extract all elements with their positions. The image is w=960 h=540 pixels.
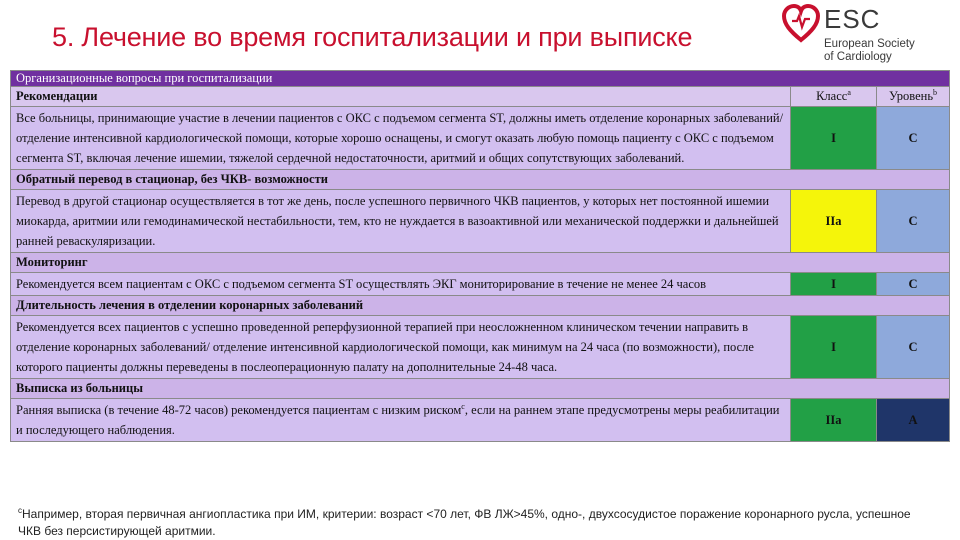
recommendation-text: Перевод в другой стационар осуществляется в тот же день, после успешного первичного ЧКВ пациентов, у которых нет постоянной ишемии миокарда, аритмии или гемодинамической нестабильности, тем, кто не нуждается в вазоактивной или механической поддержки и дальнейшей ранней реваскуляризации. (11, 190, 791, 253)
section-row (11, 379, 950, 399)
heart-logo-icon (782, 4, 820, 44)
col-class-sup: a (847, 87, 851, 97)
col-class-label: Класс (816, 89, 848, 103)
esc-logo (782, 4, 958, 68)
logo-subtitle (824, 38, 915, 64)
section-title: Мониторинг (11, 253, 950, 273)
logo-line1: European Society (824, 38, 915, 50)
table-header-row (11, 71, 950, 87)
class-cell: I (791, 316, 877, 379)
col-level (877, 87, 950, 107)
section-title: Обратный перевод в стационар, без ЧКВ- возможности (11, 170, 950, 190)
table-row (11, 190, 950, 253)
col-class (791, 87, 877, 107)
table-row (11, 107, 950, 170)
footnote (18, 506, 918, 540)
col-level-label: Уровень (889, 89, 934, 103)
slide-title: 5. Лечение во время госпитализации и при выписке (52, 22, 693, 52)
table-row (11, 399, 950, 442)
level-cell: C (877, 107, 950, 170)
class-cell: IIa (791, 190, 877, 253)
table-header: Организационные вопросы при госпитализации (11, 71, 950, 87)
table-row (11, 316, 950, 379)
section-row (11, 296, 950, 316)
col-recommendations: Рекомендации (11, 87, 791, 107)
recommendation-text (11, 399, 791, 442)
recommendations-table (10, 70, 950, 442)
column-header-row (11, 87, 950, 107)
level-cell: C (877, 273, 950, 296)
class-cell: I (791, 107, 877, 170)
section-row (11, 170, 950, 190)
logo-name: ESC (824, 4, 881, 34)
col-level-sup: b (933, 87, 938, 97)
table-row (11, 273, 950, 296)
section-row (11, 253, 950, 273)
recommendation-text-end: , если на раннем этапе предусмотрены меры реабилитации и последующего наблюдения. (16, 403, 780, 437)
recommendation-text: Все больницы, принимающие участие в лечении пациентов с ОКС с подъемом сегмента ST, должны иметь отделение коронарных заболеваний/ отделение интенсивной кардиологической помощи, которые хорошо оснащены, и смогут оказать любую помощь пациенту с ОКС с подъемом сегмента ST, включая лечение ишемии, тяжелой сердечной недостаточности, аритмий и общих сопутствующих заболеваний. (11, 107, 791, 170)
level-cell: C (877, 316, 950, 379)
class-cell: I (791, 273, 877, 296)
section-title: Выписка из больницы (11, 379, 950, 399)
footnote-marker: c (18, 506, 22, 515)
level-cell: A (877, 399, 950, 442)
footnote-text: Например, вторая первичная ангиопластика при ИМ, критерии: возраст <70 лет, ФВ ЛЖ>45%, одно-, двухсосудистое поражение коронарного русла, успешное ЧКВ без персистирующей аритмии. (18, 507, 911, 538)
logo-line2: of Cardiology (824, 51, 892, 63)
recommendation-text: Рекомендуется всем пациентам с ОКС с подъемом сегмента ST осуществлять ЭКГ мониторирование в течение не менее 24 часов (11, 273, 791, 296)
section-title: Длительность лечения в отделении коронарных заболеваний (11, 296, 950, 316)
recommendation-text-start: Ранняя выписка (в течение 48-72 часов) рекомендуется пациентам с низким риском (16, 403, 462, 417)
recommendation-footnote-marker: c (461, 401, 465, 411)
level-cell: C (877, 190, 950, 253)
recommendation-text: Рекомендуется всех пациентов с успешно проведенной реперфузионной терапией при неосложненном клиническом течении направить в отделение коронарных заболеваний/ отделение интенсивной кардиологической помощи, как минимум на 24 часа (по возможности), после которого пациенты должны переведены в послеоперационную палату на дополнительные 24-48 часа. (11, 316, 791, 379)
class-cell: IIa (791, 399, 877, 442)
